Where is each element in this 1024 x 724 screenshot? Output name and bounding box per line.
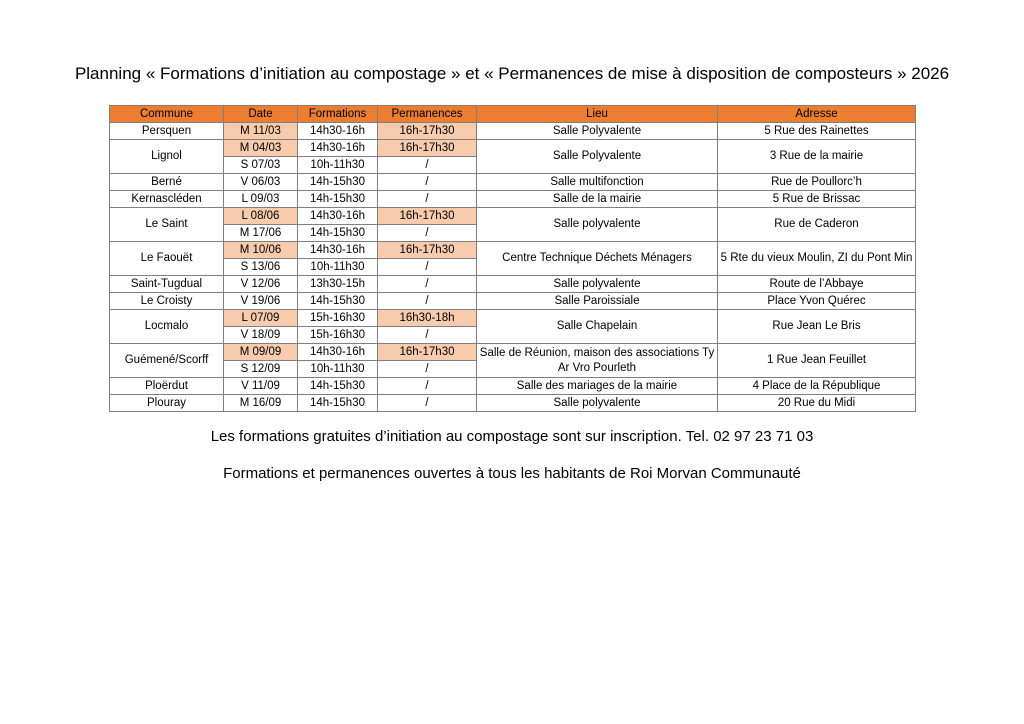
commune-cell: Ploërdut xyxy=(110,378,224,395)
date-cell: V 18/09 xyxy=(224,327,298,344)
header-date: Date xyxy=(224,106,298,123)
date-cell: M 09/09 xyxy=(224,344,298,361)
formation-cell: 14h-15h30 xyxy=(298,191,378,208)
permanence-cell: 16h30-18h xyxy=(378,310,477,327)
permanence-cell: / xyxy=(378,191,477,208)
lieu-cell: Salle multifonction xyxy=(477,174,718,191)
commune-cell: Lignol xyxy=(110,140,224,174)
formation-cell: 14h-15h30 xyxy=(298,174,378,191)
permanence-cell: / xyxy=(378,361,477,378)
permanence-cell: / xyxy=(378,293,477,310)
date-cell: L 09/03 xyxy=(224,191,298,208)
table-header-row xyxy=(110,106,916,123)
formation-cell: 14h-15h30 xyxy=(298,395,378,412)
schedule-table xyxy=(109,105,916,412)
adresse-cell: Route de l’Abbaye xyxy=(718,276,916,293)
commune-cell: Guémené/Scorff xyxy=(110,344,224,378)
permanence-cell: / xyxy=(378,225,477,242)
commune-cell: Le Croisty xyxy=(110,293,224,310)
formation-cell: 14h-15h30 xyxy=(298,225,378,242)
lieu-cell: Salle des mariages de la mairie xyxy=(477,378,718,395)
adresse-cell: Rue de Caderon xyxy=(718,208,916,242)
lieu-cell: Salle Polyvalente xyxy=(477,140,718,174)
formation-cell: 15h-16h30 xyxy=(298,310,378,327)
date-cell: V 11/09 xyxy=(224,378,298,395)
permanence-cell: / xyxy=(378,157,477,174)
header-permanences: Permanences xyxy=(378,106,477,123)
table-row xyxy=(110,140,916,157)
date-cell: L 07/09 xyxy=(224,310,298,327)
formation-cell: 15h-16h30 xyxy=(298,327,378,344)
date-cell: V 06/03 xyxy=(224,174,298,191)
commune-cell: Locmalo xyxy=(110,310,224,344)
permanence-cell: / xyxy=(378,259,477,276)
table-row xyxy=(110,123,916,140)
audience-note: Formations et permanences ouvertes à tous les habitants de Roi Morvan Communauté xyxy=(223,465,801,482)
permanence-cell: 16h-17h30 xyxy=(378,344,477,361)
commune-cell: Berné xyxy=(110,174,224,191)
permanence-cell: / xyxy=(378,327,477,344)
date-cell: M 10/06 xyxy=(224,242,298,259)
header-commune: Commune xyxy=(110,106,224,123)
lieu-cell: Salle polyvalente xyxy=(477,276,718,293)
date-cell: M 17/06 xyxy=(224,225,298,242)
date-cell: M 11/03 xyxy=(224,123,298,140)
permanence-cell: 16h-17h30 xyxy=(378,140,477,157)
commune-cell: Le Faouët xyxy=(110,242,224,276)
table-row xyxy=(110,208,916,225)
adresse-cell: 5 Rte du vieux Moulin, ZI du Pont Min xyxy=(718,242,916,276)
permanence-cell: 16h-17h30 xyxy=(378,242,477,259)
lieu-cell: Salle de Réunion, maison des associations Ty Ar Vro Pourleth xyxy=(477,344,718,378)
date-cell: S 07/03 xyxy=(224,157,298,174)
formation-cell: 13h30-15h xyxy=(298,276,378,293)
permanence-cell: / xyxy=(378,395,477,412)
date-cell: S 13/06 xyxy=(224,259,298,276)
lieu-cell: Salle de la mairie xyxy=(477,191,718,208)
formation-cell: 10h-11h30 xyxy=(298,157,378,174)
header-lieu: Lieu xyxy=(477,106,718,123)
adresse-cell: 3 Rue de la mairie xyxy=(718,140,916,174)
formation-cell: 14h30-16h xyxy=(298,344,378,361)
lieu-cell: Centre Technique Déchets Ménagers xyxy=(477,242,718,276)
table-row xyxy=(110,293,916,310)
adresse-cell: 5 Rue des Rainettes xyxy=(718,123,916,140)
inscription-note: Les formations gratuites d’initiation au compostage sont sur inscription. Tel. 02 97 23 71 03 xyxy=(210,428,814,445)
adresse-cell: Place Yvon Quérec xyxy=(718,293,916,310)
header-adresse: Adresse xyxy=(718,106,916,123)
adresse-cell: Rue de Poullorc’h xyxy=(718,174,916,191)
commune-cell: Kernascléden xyxy=(110,191,224,208)
formation-cell: 14h30-16h xyxy=(298,242,378,259)
table-row xyxy=(110,242,916,259)
table-row xyxy=(110,191,916,208)
date-cell: M 16/09 xyxy=(224,395,298,412)
permanence-cell: / xyxy=(378,378,477,395)
table-row xyxy=(110,378,916,395)
lieu-cell: Salle Polyvalente xyxy=(477,123,718,140)
date-cell: V 12/06 xyxy=(224,276,298,293)
lieu-cell: Salle polyvalente xyxy=(477,208,718,242)
formation-cell: 10h-11h30 xyxy=(298,361,378,378)
table-row xyxy=(110,344,916,361)
adresse-cell: Rue Jean Le Bris xyxy=(718,310,916,344)
commune-cell: Le Saint xyxy=(110,208,224,242)
date-cell: V 19/06 xyxy=(224,293,298,310)
lieu-cell: Salle Chapelain xyxy=(477,310,718,344)
header-formations: Formations xyxy=(298,106,378,123)
commune-cell: Saint-Tugdual xyxy=(110,276,224,293)
table-row xyxy=(110,395,916,412)
formation-cell: 14h30-16h xyxy=(298,123,378,140)
formation-cell: 14h30-16h xyxy=(298,140,378,157)
formation-cell: 10h-11h30 xyxy=(298,259,378,276)
table-row xyxy=(110,310,916,327)
adresse-cell: 4 Place de la République xyxy=(718,378,916,395)
date-cell: M 04/03 xyxy=(224,140,298,157)
formation-cell: 14h30-16h xyxy=(298,208,378,225)
lieu-cell: Salle Paroissiale xyxy=(477,293,718,310)
commune-cell: Persquen xyxy=(110,123,224,140)
permanence-cell: 16h-17h30 xyxy=(378,123,477,140)
formation-cell: 14h-15h30 xyxy=(298,293,378,310)
table-row xyxy=(110,276,916,293)
lieu-cell: Salle polyvalente xyxy=(477,395,718,412)
permanence-cell: / xyxy=(378,276,477,293)
table-row xyxy=(110,174,916,191)
commune-cell: Plouray xyxy=(110,395,224,412)
formation-cell: 14h-15h30 xyxy=(298,378,378,395)
date-cell: L 08/06 xyxy=(224,208,298,225)
adresse-cell: 1 Rue Jean Feuillet xyxy=(718,344,916,378)
date-cell: S 12/09 xyxy=(224,361,298,378)
adresse-cell: 5 Rue de Brissac xyxy=(718,191,916,208)
permanence-cell: 16h-17h30 xyxy=(378,208,477,225)
adresse-cell: 20 Rue du Midi xyxy=(718,395,916,412)
permanence-cell: / xyxy=(378,174,477,191)
page-title: Planning « Formations d’initiation au compostage » et « Permanences de mise à disposition de composteurs » 2026 xyxy=(74,64,950,83)
